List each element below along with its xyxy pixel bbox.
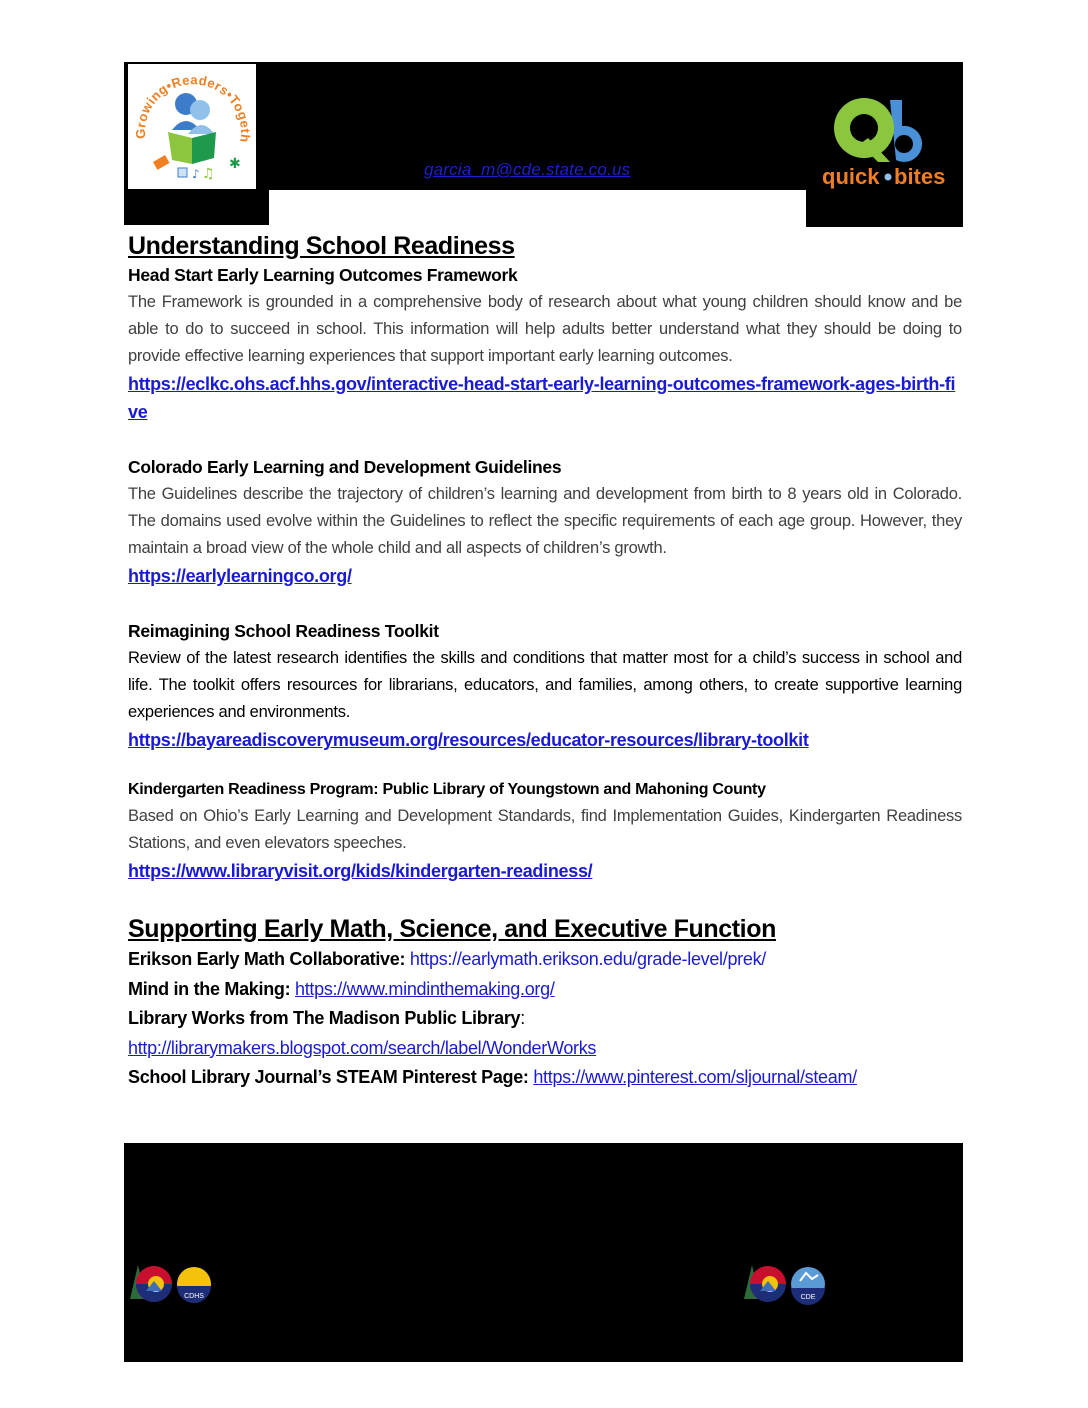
svg-text:♫: ♫ bbox=[202, 166, 215, 182]
cdhs-badge-text: CDHS bbox=[184, 1293, 204, 1300]
resource-colorado-guidelines bbox=[128, 454, 962, 590]
resource-label-suffix: : bbox=[520, 1008, 525, 1028]
cde-logo bbox=[742, 1263, 832, 1305]
resource-madison-library-link-line bbox=[128, 1034, 962, 1064]
contact-email-link[interactable]: garcia_m@cde.state.co.us bbox=[424, 160, 631, 179]
quick-bites-logo-icon bbox=[820, 82, 960, 190]
resource-title: Kindergarten Readiness Program: Public Library of Youngstown and Mahoning County bbox=[128, 781, 766, 798]
logo-arc-text: Growing•Readers•Togeth bbox=[132, 72, 254, 144]
resource-slj-steam bbox=[128, 1063, 962, 1093]
section-heading-early-math-science: Supporting Early Math, Science, and Executive Function bbox=[128, 915, 776, 943]
section-heading-school-readiness: Understanding School Readiness bbox=[128, 232, 515, 260]
quick-bites-wordmark-left: quick bbox=[822, 164, 880, 189]
footer-banner bbox=[124, 1143, 963, 1362]
resource-link[interactable]: https://earlylearningco.org/ bbox=[128, 566, 352, 586]
growing-readers-together-logo bbox=[128, 64, 256, 189]
resource-title: Head Start Early Learning Outcomes Framework bbox=[128, 265, 518, 285]
resource-link[interactable]: https://www.mindinthemaking.org/ bbox=[295, 978, 555, 999]
resource-description: Based on Ohio’s Early Learning and Development Standards, find Implementation Guides, Kindergarten Readiness Stations, and even elevators speeches. bbox=[128, 807, 962, 852]
colorado-cdhs-logo-icon bbox=[128, 1263, 218, 1305]
svg-text:✱: ✱ bbox=[229, 156, 241, 172]
resource-kindergarten-readiness bbox=[128, 776, 962, 885]
resource-title: Reimagining School Readiness Toolkit bbox=[128, 621, 439, 641]
resource-label: Mind in the Making: bbox=[128, 978, 291, 999]
header-banner-left-tab bbox=[124, 188, 269, 225]
resource-title: Colorado Early Learning and Development Guidelines bbox=[128, 457, 562, 477]
resource-reimagining-toolkit bbox=[128, 618, 962, 754]
cde-badge-text: CDE bbox=[800, 1294, 816, 1301]
resource-erikson bbox=[128, 945, 962, 975]
quick-bites-wordmark-right: bites bbox=[894, 164, 946, 189]
colorado-cde-logo-icon bbox=[742, 1263, 832, 1305]
quick-bites-logo bbox=[820, 82, 960, 190]
resource-link[interactable]: https://www.libraryvisit.org/kids/kindergarten-readiness/ bbox=[128, 861, 593, 881]
growing-readers-together-logo-icon bbox=[128, 64, 256, 189]
resource-link[interactable]: https://eclkc.ohs.acf.hhs.gov/interactive-head-start-early-learning-outcomes-framework-ages-birth-five bbox=[128, 374, 956, 422]
resource-description: The Guidelines describe the trajectory of children’s learning and development from birth to 8 years old in Colorado. The domains used evolve within the Guidelines to reflect the specific requirements of each age group. However, they maintain a broad view of the whole child and all aspects of children’s growth. bbox=[128, 485, 962, 557]
svg-text:♪: ♪ bbox=[192, 167, 200, 181]
resource-label: School Library Journal’s STEAM Pinterest Page: bbox=[128, 1067, 529, 1087]
resource-head-start-framework bbox=[128, 262, 962, 426]
resource-link[interactable]: https://www.pinterest.com/sljournal/steam/ bbox=[533, 1067, 857, 1087]
resource-madison-library bbox=[128, 1004, 962, 1034]
resource-link[interactable]: https://earlymath.erikson.edu/grade-level/prek/ bbox=[409, 949, 766, 969]
resource-description: Review of the latest research identifies the skills and conditions that matter most for a child’s success in school and life. The toolkit offers resources for librarians, educators, and families, among others, to create supportive learning experiences and environments. bbox=[128, 649, 962, 721]
cdhs-logo bbox=[128, 1263, 218, 1305]
resource-label: Erikson Early Math Collaborative: bbox=[128, 949, 406, 969]
resource-mind-in-the-making bbox=[128, 975, 962, 1005]
resource-link[interactable]: https://bayareadiscoverymuseum.org/resources/educator-resources/library-toolkit bbox=[128, 730, 809, 750]
header-banner-right-tab bbox=[806, 188, 963, 227]
resource-link[interactable]: http://librarymakers.blogspot.com/search/label/WonderWorks bbox=[128, 1037, 597, 1058]
document-body bbox=[128, 230, 962, 1093]
resource-label: Library Works from The Madison Public Library bbox=[128, 1008, 521, 1028]
resource-description: The Framework is grounded in a comprehensive body of research about what young children should know and be able to do to succeed in school. This information will help adults better understand what they should be doing to provide effective learning experiences that support important early learning outcomes. bbox=[128, 293, 962, 365]
